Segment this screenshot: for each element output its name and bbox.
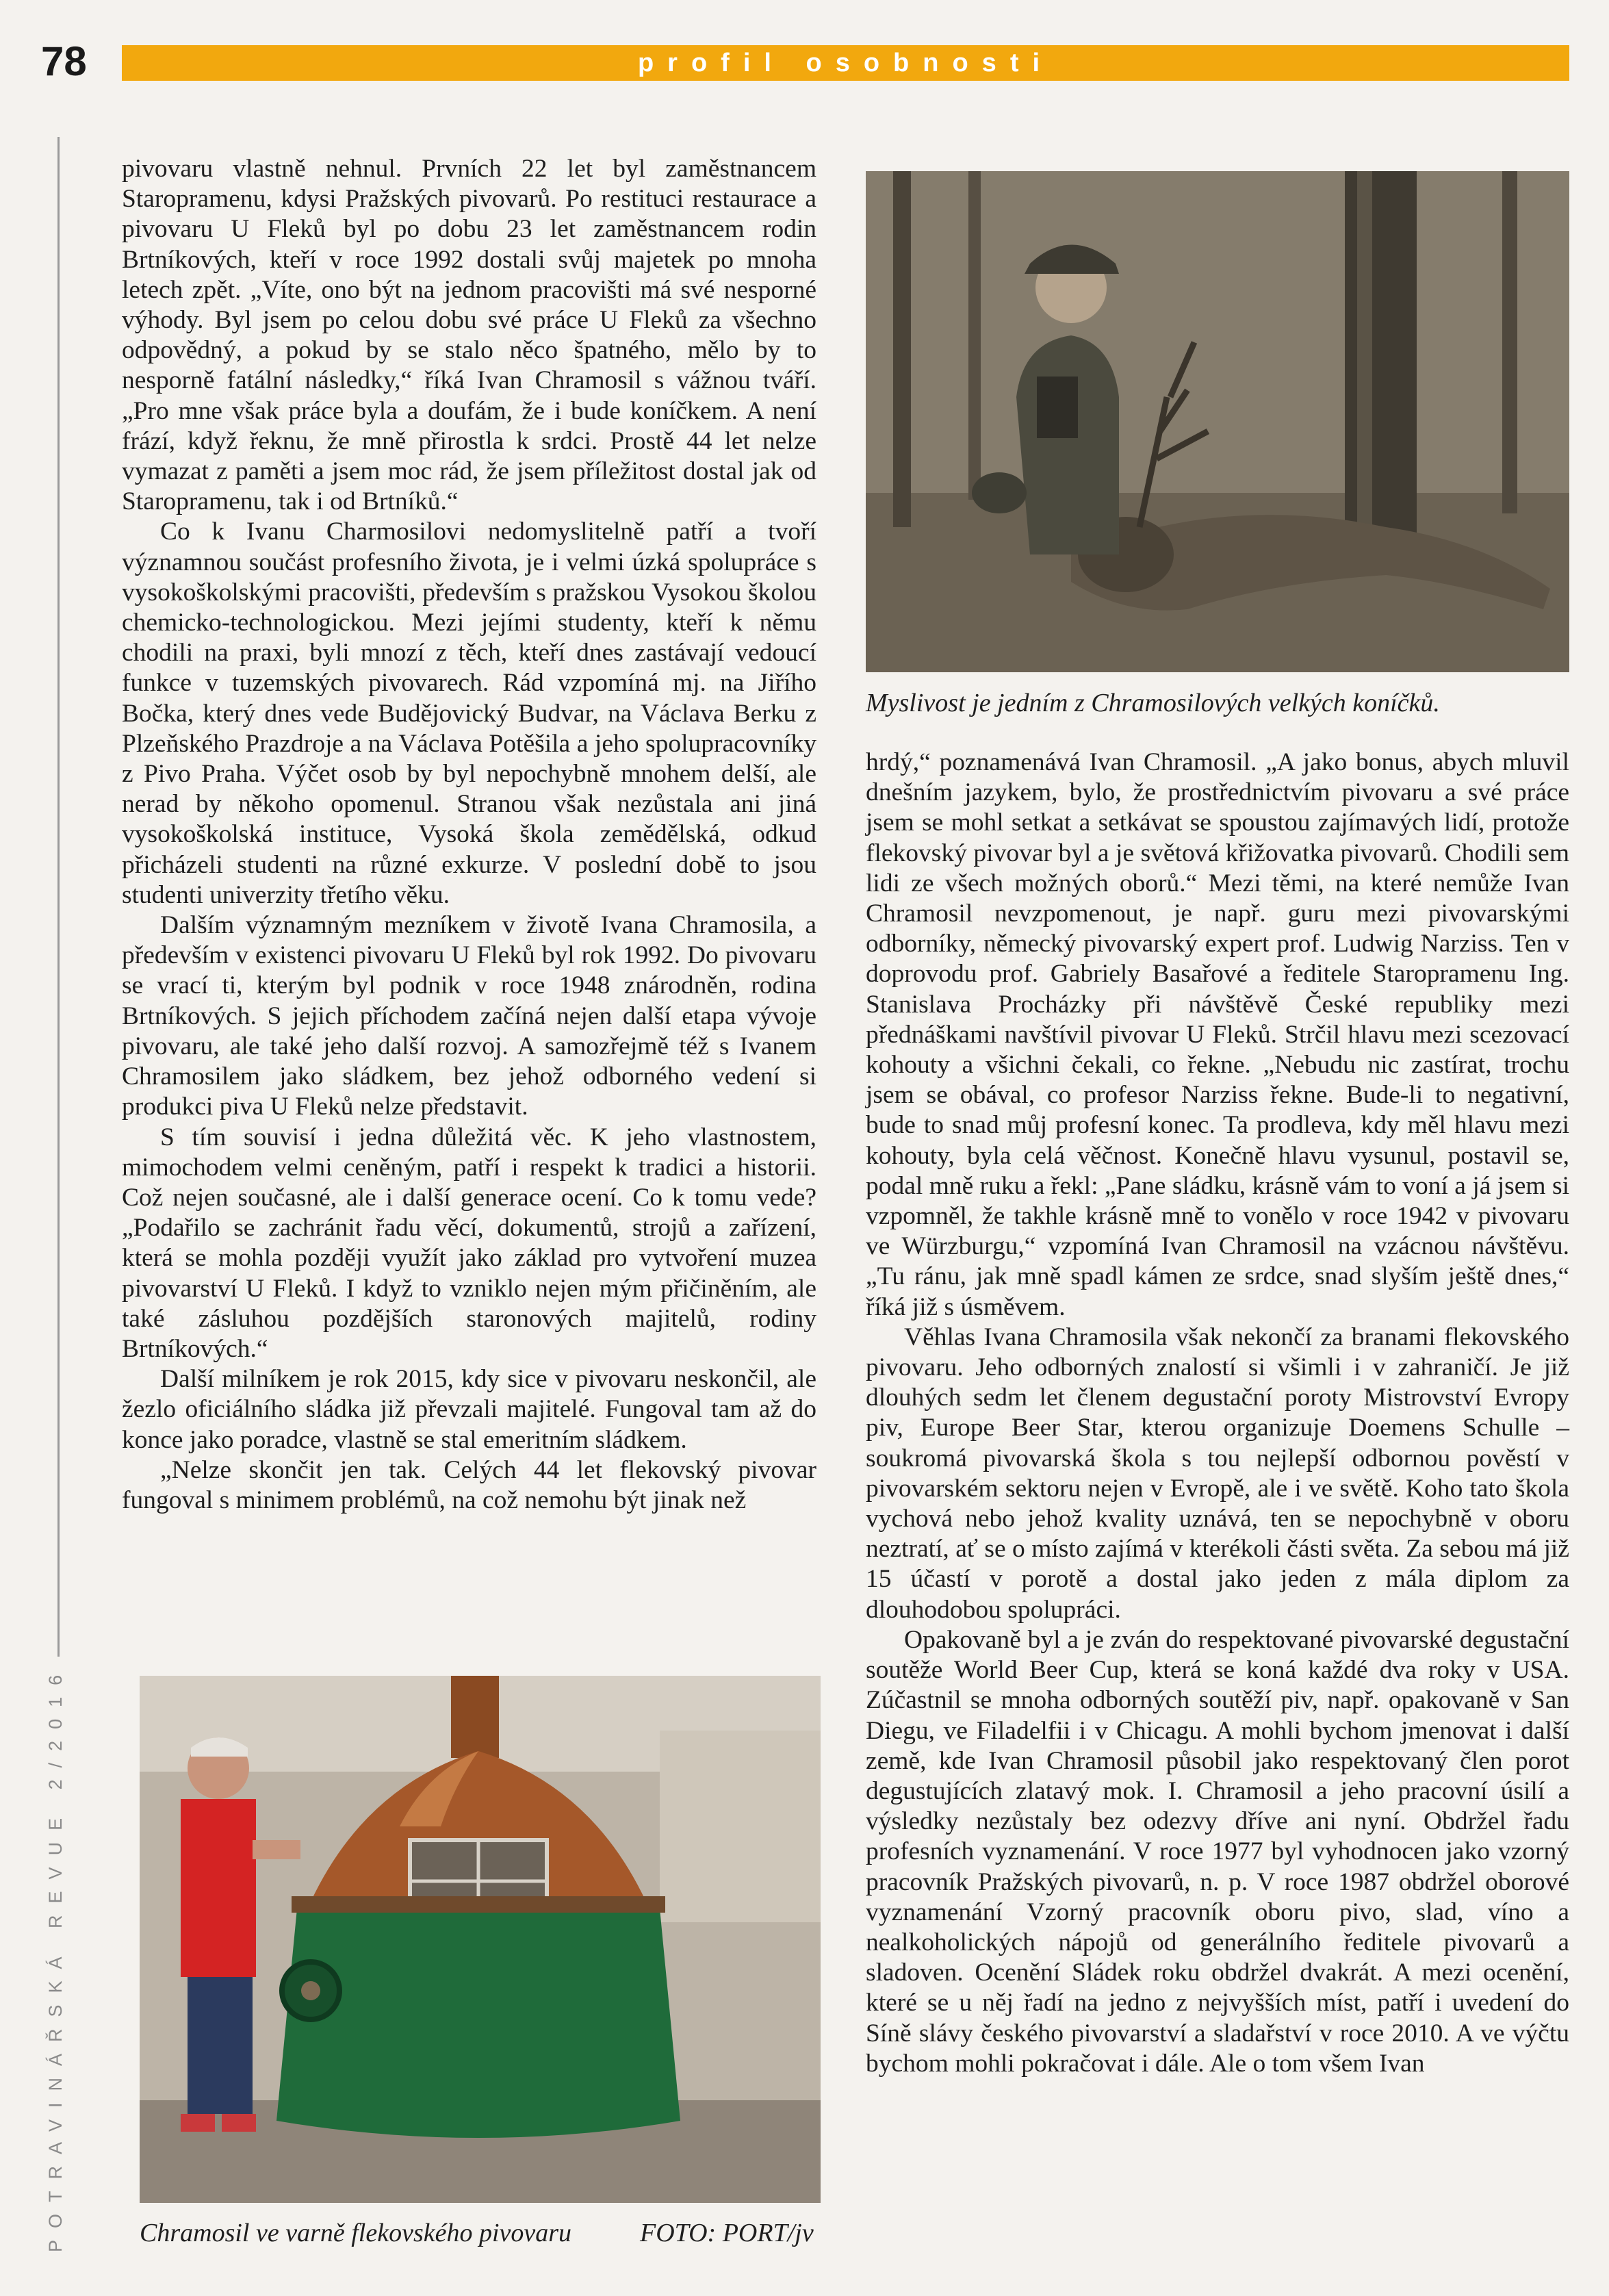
- side-rule: [57, 137, 60, 1657]
- journal-side-label: POTRAVINÁŘSKÁ REVUE 2/2016: [45, 1663, 66, 2252]
- hunter-photo-illustration: [866, 171, 1569, 672]
- photo-credit: FOTO: PORT/jv: [640, 2219, 814, 2247]
- brewhouse-photo-caption: Chramosil ve varně flekovského pivovaru: [140, 2219, 572, 2247]
- page-number: 78: [41, 38, 87, 84]
- left-column: [122, 154, 816, 1516]
- paragraph: S tím souvisí i jedna důležitá věc. K jeho vlastnostem, mimochodem velmi ceněným, patří i respekt k tradici a historii. Což nejen současné, ale i další generace ocení. Co k tomu vede? „Podařilo se zachránit řadu věcí, dokumentů, strojů a zařízení, která se mohla později využít jako základ pro vytvoření muzea pivovarství U Fleků. I když to vzniklo nejen mým přičiněním, ale také zásluhou pozdějších staronových majitelů, rodiny Brtníkových.“: [122, 1123, 816, 1363]
- paragraph: Věhlas Ivana Chramosila však nekončí za branami flekovského pivovaru. Jeho odborných znalostí si všimli i v zahraničí. Je již dlouhých sedm let členem degustační poroty Mistrovství Evropy piv, Europe Beer Star, kterou organizuje Doemens Schulle – soukromá pivovarská škola s tou nejlepší odbornou pověstí v pivovarském sektoru nejen v Evropě, ale i ve světě. Koho tato škola vychová nebo jehož kvality uznává, ten se nepochybně v oboru neztratí, ať se o místo zajímá v kterékoli části světa. Za sebou má již 15 účastí v porotě a dostal jako jeden z mála diplom za dlouhodobou spolupráci.: [866, 1323, 1569, 1624]
- right-column: [866, 748, 1569, 2079]
- paragraph: „Nelze skončit jen tak. Celých 44 let flekovský pivovar fungoval s minimem problémů, na což nemohu být jinak než: [122, 1455, 816, 1514]
- paragraph: Dalším významným mezníkem v životě Ivana Chramosila, a především v existenci pivovaru U Fleků byl rok 1992. Do pivovaru se vrací ti, kterým byl podnik v roce 1948 znárodněn, rodina Brtníkových. S jejich příchodem začíná nejen další etapa vývoje pivovaru, ale také jeho další rozvoj. A samozřejmě též s Ivanem Chramosilem jako sládkem, bez jehož odborného vedení si produkci piva U Fleků nelze představit.: [122, 911, 816, 1121]
- paragraph: hrdý,“ poznamenává Ivan Chramosil. „A jako bonus, abych mluvil dnešním jazykem, bylo, že prostřednictvím pivovaru a své práce jsem se mohl setkat a setkávat se spoustou zajímavých lidí, protože flekovský pivovar byl a je světová křižovatka pivovarů. Chodili sem lidi ze všech možných oborů.“ Mezi těmi, na které nemůže Ivan Chramosil nevzpomenout, je např. guru mezi pivovarskými odborníky, německý pivovarský expert prof. Ludwig Narziss. Ten v doprovodu prof. Gabriely Basařové a ředitele Staropramenu Ing. Stanislava Procházky při návštěvě České republiky mezi přednáškami navštívil pivovar U Fleků. Strčil hlavu mezi scezovací kohouty a všichni čekali, co řekne. „Nebudu nic zastírat, trochu jsem se obával, co profesor Narziss řekne. Bude-li to negativní, bude to snad můj profesní konec. Ta prodleva, kdy měl hlavu mezi kohouty, byla celá věčnost. Konečně hlavu vysunul, postavil se, podal mně ruku a řekl: „Pane sládku, krásně vám to voní a já jsem si vzpomněl, že takhle krásně mně to vonělo v roce 1942 v pivovaru ve Würzburgu,“ vzpomíná Ivan Chramosil na vzácnou návštěvu. „Tu ránu, jak mně spadl kámen ze srdce, snad slyším ještě dnes,“ říká již s úsměvem.: [866, 748, 1569, 1321]
- hunter-photo-caption: Myslivost je jedním z Chramosilových velkých koníčků.: [866, 689, 1440, 717]
- paragraph: Co k Ivanu Charmosilovi nedomyslitelně patří a tvoří významnou součást profesního života, je i velmi úzká spolupráce s vysokoškolskými pracovišti, především s pražskou Vysokou školou chemicko-technologickou. Mezi jejími studenty, kteří k němu chodili na praxi, byli mnozí z těch, kteří dnes zastávají vedoucí funkce v tuzemských pivovarech. Rád vzpomíná mj. na Jiřího Bočka, který dnes vede Budějovický Budvar, na Václava Berku z Plzeňského Prazdroje a na Václava Potěšila a jeho spolupracovníky z Pivo Praha. Výčet osob by byl nepochybně mnohem delší, ale nerad by někoho opomenul. Stranou však nezůstala ani jiná vysokoškolská instituce, Vysoká škola zemědělská, odkud přicházeli studenti na různé exkurze. V poslední době to jsou studenti univerzity třetího věku.: [122, 518, 816, 909]
- section-header-bar: [122, 45, 1569, 81]
- hunter-photo: [866, 171, 1569, 672]
- paragraph: Opakovaně byl a je zván do respektované pivovarské degustační soutěže World Beer Cup, která se koná každé dva roky v USA. Zúčastnil se mnoha odborných soutěží piv, např. opakovaně v San Diegu, ve Filadelfii i v Chicagu. A mohli bychom jmenovat i další země, kde Ivan Chramosil působil jako respektovaný člen porot degustujících zlatavý mok. I. Chramosil a jeho pracovní úsilí a výsledky nezůstaly bez odezvy dříve ani nyní. Obdržel řadu profesních vyznamenání. V roce 1977 byl vyhodnocen jako vzorný pracovník Pražských pivovarů, n. p. V roce 1987 obdržel oborové vyznamenání Vzorný pracovník oboru pivo, slad, víno a nealkoholických nápojů od generálního ředitele pivovarů a sladoven. Ocenění Sládek roku obdržel dvakrát. A mezi ocenění, které se u něj řadí na jedno z nejvyšších míst, patří i uvedení do Síně slávy českého pivovarství a sladařství v roce 2010. A ve výčtu bychom mohli pokračovat i dále. Ale o tom všem Ivan: [866, 1625, 1569, 2078]
- paragraph: Další milníkem je rok 2015, kdy sice v pivovaru neskončil, ale žezlo oficiálního sládka již převzali majitelé. Fungoval tam až do konce jako poradce, vlastně se stal emeritním sládkem.: [122, 1365, 816, 1454]
- brewhouse-photo-illustration: [140, 1676, 821, 2203]
- brewhouse-photo: [140, 1676, 821, 2203]
- paragraph: pivovaru vlastně nehnul. Prvních 22 let byl zaměstnancem Staropramenu, kdysi Pražských pivovarů. Po restituci restaurace a pivovaru U Fleků byl po dobu 23 let zaměstnancem rodin Brtníkových, kteří v roce 1992 dostali svůj majetek po mnoha letech zpět. „Víte, ono být na jednom pracovišti má své nesporné výhody. Byl jsem po celou dobu své práce U Fleků za všechno odpovědný, a pokud by se stalo něco špatného, mělo by to nesporně fatální následky,“ říká Ivan Chramosil s vážnou tváří. „Pro mne však práce byla a doufám, že i bude koníčkem. A není frází, když řeknu, že mně přirostla k srdci. Prostě 44 let nelze vymazat z paměti a jsem moc rád, že jsem příležitost dostal jak od Staropramenu, tak i od Brtníků.“: [122, 155, 816, 516]
- section-title: profil osobnosti: [637, 48, 1054, 77]
